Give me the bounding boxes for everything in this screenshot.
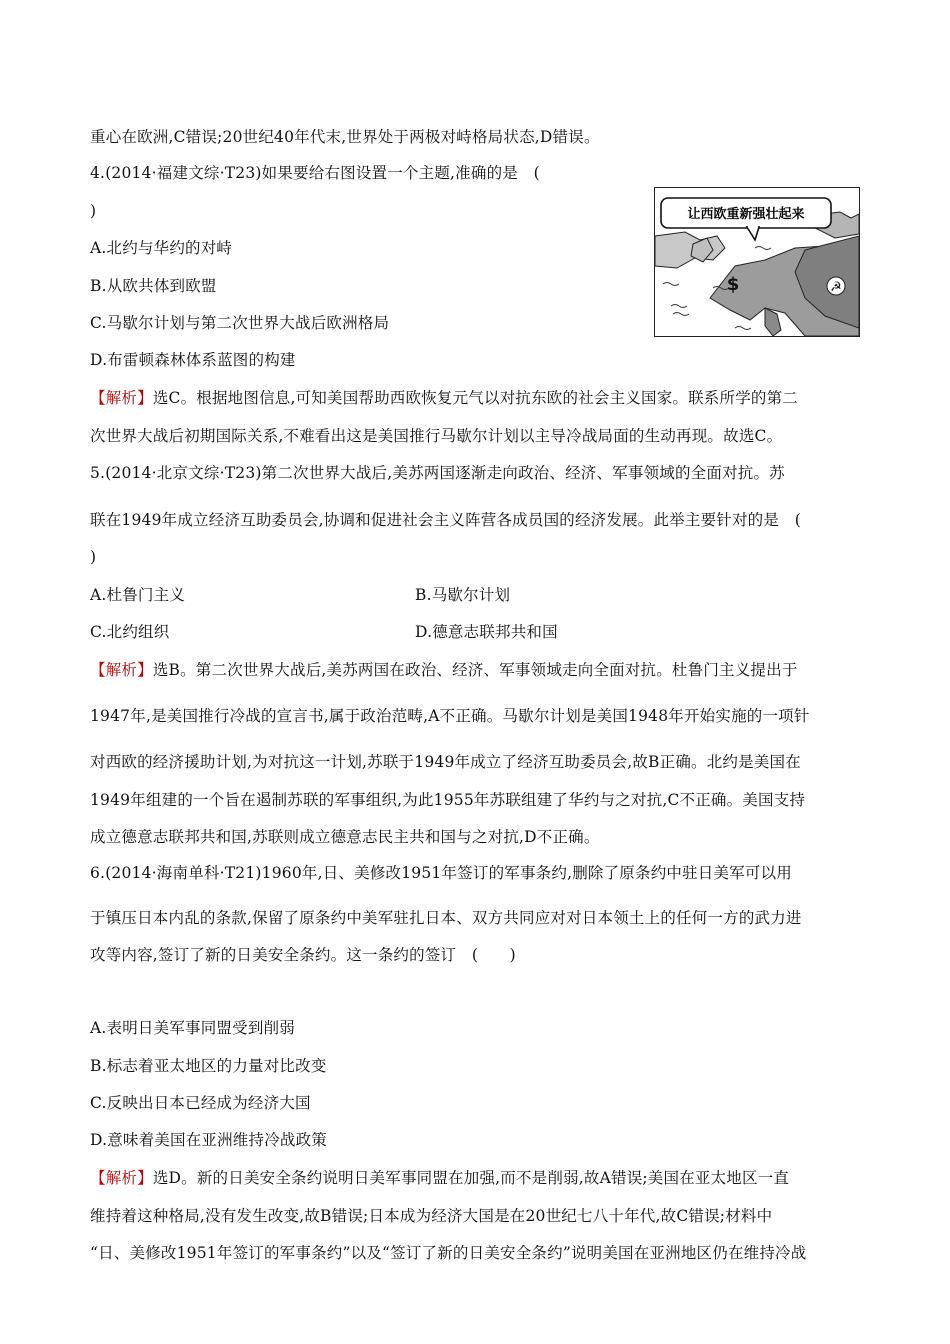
question-6-option-b: B.标志着亚太地区的力量对比改变	[90, 1057, 327, 1075]
text-line: 攻等内容,签订了新的日美安全条约。这一条约的签订 ( )	[90, 946, 516, 964]
question-5-analysis	[90, 660, 798, 680]
question-4-stem: 4.(2014·福建文综·T23)如果要给右图设置一个主题,准确的是 (	[90, 164, 540, 182]
analysis-text: 选B。第二次世界大战后,美苏两国在政治、经济、军事领域走向全面对抗。杜鲁门主义提出于	[152, 661, 798, 679]
question-6-analysis	[90, 1168, 789, 1188]
question-4-bracket: )	[90, 202, 97, 220]
text-line: “日、美修改1951年签订的军事条约”以及“签订了新的日美安全条约”说明美国在亚洲地区仍在维持冷战	[90, 1244, 807, 1262]
text-line: 维持着这种格局,没有发生改变,故B错误;日本成为经济大国是在20世纪七八十年代,故C错误;材料中	[90, 1207, 773, 1225]
question-5-stem: 5.(2014·北京文综·T23)第二次世界大战后,美苏两国逐渐走向政治、经济、军事领域的全面对抗。苏	[90, 464, 785, 482]
question-5-options-row-2	[90, 622, 558, 642]
question-5-options-row-1	[90, 585, 511, 605]
analysis-tag: 【解析】	[90, 661, 153, 679]
text-line: 于镇压日本内乱的条款,保留了原条约中美军驻扎日本、双方共同应对对日本领土上的任何一方的武力进	[90, 909, 802, 927]
question-5-option-b: B.马歇尔计划	[415, 586, 511, 604]
question-5-option-d: D.德意志联邦共和国	[415, 623, 558, 641]
question-5-option-a: A.杜鲁门主义	[90, 586, 186, 604]
text-line: 对西欧的经济援助计划,为对抗这一计划,苏联于1949年成立了经济互助委员会,故B正确。北约是美国在	[90, 753, 801, 771]
hammer-sickle-icon: ☭	[830, 280, 842, 295]
question-6-option-d: D.意味着美国在亚洲维持冷战政策	[90, 1131, 328, 1149]
text-line: 1947年,是美国推行冷战的宣言书,属于政治范畴,A不正确。马歇尔计划是美国1948年开始实施的一项针	[90, 707, 810, 725]
question-4-option-c: C.马歇尔计划与第二次世界大战后欧洲格局	[90, 314, 390, 332]
question-6-stem: 6.(2014·海南单科·T21)1960年,日、美修改1951年签订的军事条约,删除了原条约中驻日美军可以用	[90, 864, 792, 882]
question-6-option-a: A.表明日美军事同盟受到削弱	[90, 1019, 295, 1037]
analysis-text: 选C。根据地图信息,可知美国帮助西欧恢复元气以对抗东欧的社会主义国家。联系所学的第二	[152, 389, 799, 407]
text-line: 成立德意志联邦共和国,苏联则成立德意志民主共和国与之对抗,D不正确。	[90, 828, 600, 846]
question-4-option-a: A.北约与华约的对峙	[90, 239, 233, 257]
analysis-tag: 【解析】	[90, 389, 153, 407]
question-6-option-c: C.反映出日本已经成为经济大国	[90, 1094, 311, 1112]
question-4-analysis	[90, 388, 798, 408]
cartoon-map-svg	[655, 188, 859, 336]
question-5-bracket: )	[90, 548, 97, 566]
question-4-option-d: D.布雷顿森林体系蓝图的构建	[90, 351, 296, 369]
question-5-option-c: C.北约组织	[90, 623, 170, 641]
speech-bubble-text: 让西欧重新强壮起来	[687, 207, 805, 222]
marshall-plan-cartoon-map	[654, 187, 860, 337]
text-line: 次世界大战后初期国际关系,不难看出这是美国推行马歇尔计划以主导冷战局面的生动再现。故选C。	[90, 427, 783, 445]
text-line: 1949年组建的一个旨在遏制苏联的军事组织,为此1955年苏联组建了华约与之对抗,C不正确。美国支持	[90, 791, 806, 809]
question-4-option-b: B.从欧共体到欧盟	[90, 277, 217, 295]
analysis-text: 选D。新的日美安全条约说明日美军事同盟在加强,而不是削弱,故A错误;美国在亚太地区一直	[152, 1169, 790, 1187]
text-line: 联在1949年成立经济互助委员会,协调和促进社会主义阵营各成员国的经济发展。此举主要针对的是 (	[90, 511, 802, 529]
analysis-tag: 【解析】	[90, 1169, 153, 1187]
dollar-icon: $	[726, 274, 740, 295]
text-line: 重心在欧洲,C错误;20世纪40年代末,世界处于两极对峙格局状态,D错误。	[90, 128, 600, 146]
